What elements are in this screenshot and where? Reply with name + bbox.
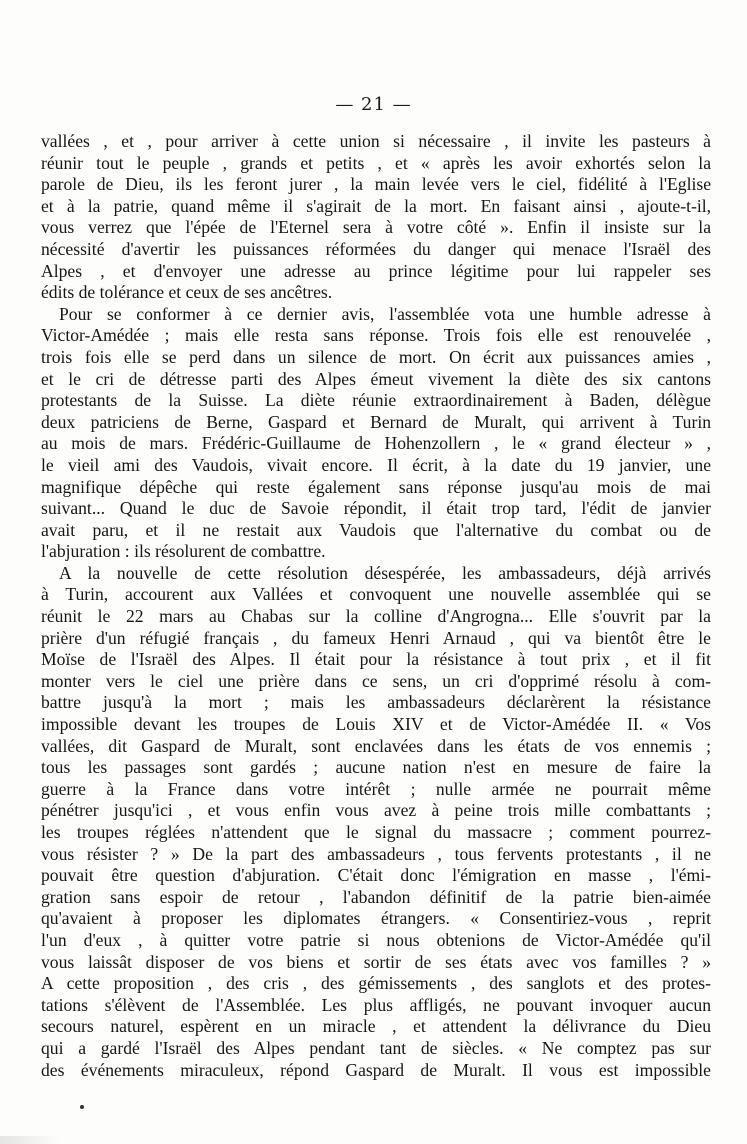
text-line: tous les passages sont gardés ; aucune nation n'est en mesure de faire la (41, 757, 711, 778)
body-text (41, 131, 711, 1081)
text-line: secours naturel, espèrent en un miracle , et attendent la délivrance du Dieu (41, 1016, 711, 1037)
text-line: pouvait être question d'abjuration. C'était donc l'émigration en masse , l'émi- (41, 865, 711, 886)
ink-speck (80, 1105, 84, 1109)
text-line: à Turin, accourent aux Vallées et convoquent une nouvelle assemblée qui se (41, 584, 711, 605)
text-line: pénétrer jusqu'ici , et vous enfin vous avez à peine trois mille combattants ; (41, 800, 711, 821)
text-line: A la nouvelle de cette résolution désespérée, les ambassadeurs, déjà arrivés (59, 562, 711, 583)
text-line: deux patriciens de Berne, Gaspard et Bernard de Muralt, qui arrivent à Turin (41, 411, 711, 432)
text-line: au mois de mars. Frédéric-Guillaume de Hohenzollern , le « grand électeur » , (41, 433, 711, 454)
text-line: avait paru, et il ne restait aux Vaudois que l'alternative du combat ou de (41, 519, 711, 540)
text-line: tations s'élèvent de l'Assemblée. Les plus affligés, ne pouvant invoquer aucun (41, 994, 711, 1015)
text-line: parole de Dieu, ils les feront jurer , la main levée vers le ciel, fidélité à l'Eglise (41, 174, 711, 195)
text-line: gration sans espoir de retour , l'abandon définitif de la patrie bien-aimée (41, 886, 711, 907)
text-line: A cette proposition , des cris , des gémissements , des sanglots et des protes- (41, 973, 711, 994)
text-line: réunit le 22 mars au Chabas sur la colline d'Angrogna... Elle s'ouvrit par la (41, 606, 711, 627)
text-line: battre jusqu'à la mort ; mais les ambassadeurs déclarèrent la résistance (41, 692, 711, 713)
text-line: Moïse de l'Israël des Alpes. Il était pour la résistance à tout prix , et il fit (41, 649, 711, 670)
text-line: vallées , et , pour arriver à cette union si nécessaire , il invite les pasteurs à (41, 131, 711, 151)
page-number: — 21 — (335, 94, 412, 115)
text-line: suivant... Quand le duc de Savoie répondit, il était trop tard, l'édit de janvier (41, 498, 711, 519)
text-line: l'un d'eux , à quitter votre patrie si nous obtenions de Victor-Amédée qu'il (41, 929, 711, 950)
text-line: Pour se conformer à ce dernier avis, l'assemblée vota une humble adresse à (59, 303, 711, 324)
page-edge-shadow (0, 1136, 60, 1144)
text-line: vous laissât disposer de vos biens et sortir de ses états avec vos familles ? » (41, 951, 711, 972)
text-line: et à la patrie, quand même il s'agirait de la mort. En faisant ainsi , ajoute-t-il, (41, 195, 711, 216)
text-line: et le cri de détresse parti des Alpes émeut vivement la diète des six cantons (41, 368, 711, 389)
text-line: les troupes réglées n'attendent que le signal du massacre ; comment pourrez- (41, 822, 711, 842)
text-line: vous résister ? » De la part des ambassadeurs , tous fervents protestants , il ne (41, 843, 711, 864)
text-line: protestants de la Suisse. La diète réunie extraordinairement à Baden, délègue (41, 390, 711, 411)
text-line: vallées, dit Gaspard de Muralt, sont enclavées dans les états de vos ennemis ; (41, 735, 711, 756)
text-line: des événements miraculeux, répond Gaspard de Muralt. Il vous est impossible (41, 1059, 711, 1080)
text-line: nécessité d'avertir les puissances réformées du danger qui menace l'Israël des (41, 238, 711, 259)
text-line: qu'avaient à proposer les diplomates étrangers. « Consentiriez-vous , reprit (41, 908, 711, 929)
text-line: magnifique dépêche qui reste également sans réponse jusqu'au mois de mai (41, 476, 711, 497)
text-line: monter vers le ciel une prière dans ce sens, un cri d'opprimé résolu à com- (41, 670, 711, 691)
text-line: vous verrez que l'épée de l'Eternel sera à votre côté ». Enfin il insiste sur la (41, 217, 711, 238)
text-line: Victor-Amédée ; mais elle resta sans réponse. Trois fois elle est renouvelée , (41, 325, 711, 346)
text-line: impossible devant les troupes de Louis XIV et de Victor-Amédée II. « Vos (41, 714, 711, 735)
text-line: trois fois elle se perd dans un silence de mort. On écrit aux puissances amies , (41, 346, 711, 367)
text-line: l'abjuration : ils résolurent de combattre. (41, 541, 326, 562)
text-line: réunir tout le peuple , grands et petits , et « après les avoir exhortés selon la (41, 152, 711, 173)
text-line: le vieil ami des Vaudois, vivait encore. Il écrit, à la date du 19 janvier, une (41, 454, 711, 475)
text-line: prière d'un réfugié français , du fameux Henri Arnaud , qui va bientôt être le (41, 627, 711, 648)
text-line: Alpes , et d'envoyer une adresse au prince légitime pour lui rappeler ses (41, 260, 711, 281)
text-line: qui a gardé l'Israël des Alpes pendant tant de siècles. « Ne comptez pas sur (41, 1037, 711, 1058)
text-line: édits de tolérance et ceux de ses ancêtres. (41, 282, 333, 303)
text-line: guerre à la France dans votre intérêt ; nulle armée ne pourrait même (41, 778, 711, 799)
